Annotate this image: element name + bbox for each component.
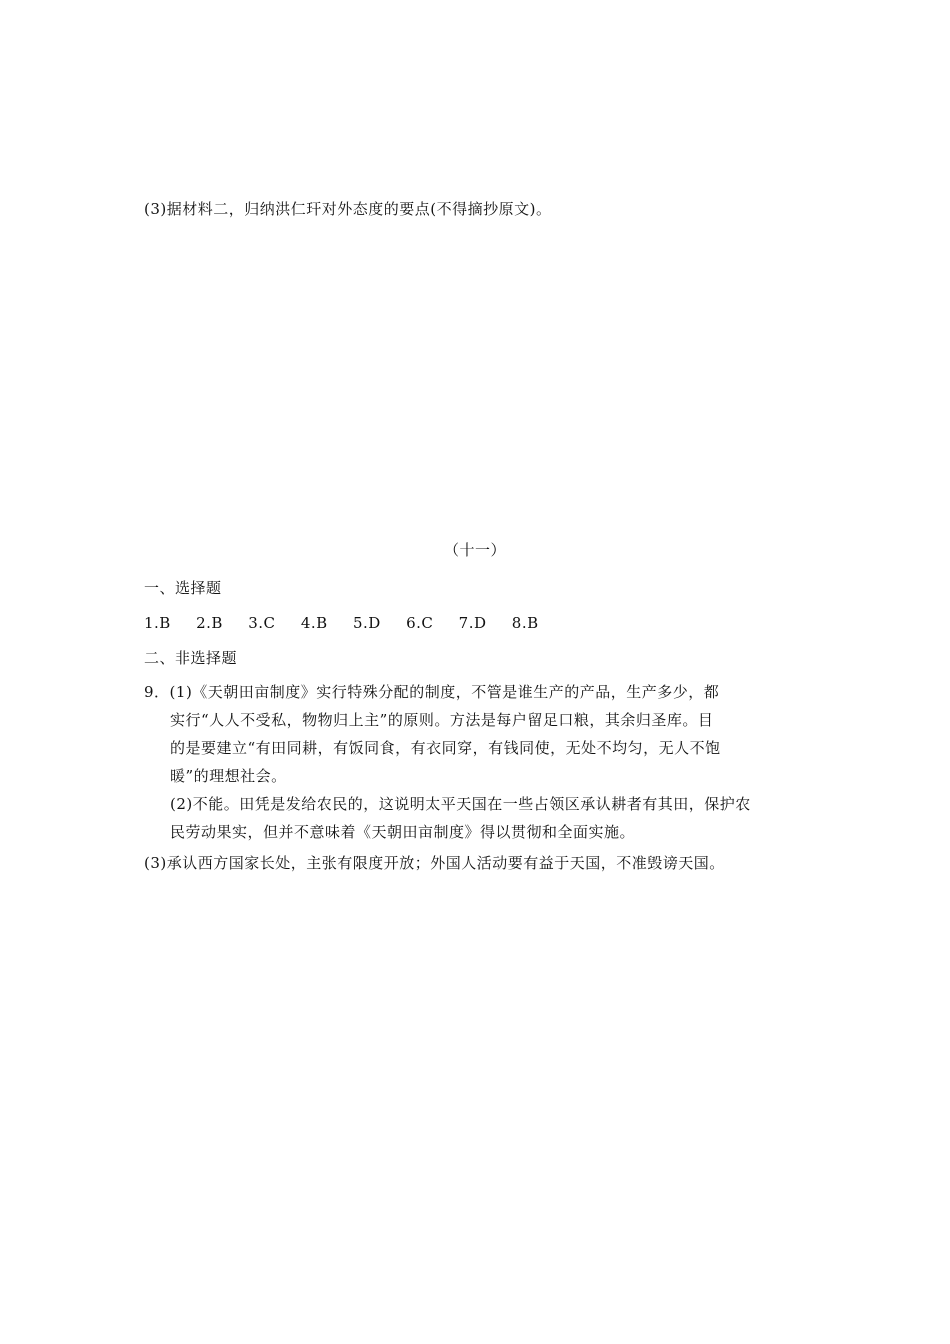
answer-9-line-5: (2)不能。田凭是发给农民的，这说明太平天国在一些占领区承认耕者有其田，保护农 [170, 795, 751, 813]
question-3-text: (3)据材料二，归纳洪仁玕对外态度的要点(不得摘抄原文)。 [144, 200, 552, 218]
answer-4: 4.B [300, 614, 328, 632]
answer-6: 6.C [406, 614, 434, 632]
answer-9-line-7: (3)承认西方国家长处，主张有限度开放；外国人活动要有益于天国，不准毁谤天国。 [144, 854, 725, 872]
answer-9-line-3: 的是要建立“有田同耕，有饭同食，有衣同穿，有钱同使，无处不均匀，无人不饱 [170, 739, 721, 757]
answer-7: 7.D [458, 614, 487, 632]
answer-3: 3.C [248, 614, 276, 632]
section-title: （十一） [443, 541, 506, 559]
answer-5: 5.D [352, 614, 381, 632]
answer-2: 2.B [196, 614, 223, 632]
answer-9-line-2: 实行“人人不受私，物物归上主”的原则。方法是每户留足口粮，其余归圣库。目 [170, 711, 714, 729]
heading-multiple-choice: 一、选择题 [144, 579, 222, 597]
answer-1: 1.B [144, 614, 171, 632]
answer-9-line-6: 民劳动果实，但并不意味着《天朝田亩制度》得以贯彻和全面实施。 [170, 823, 636, 841]
answer-8: 8.B [511, 614, 539, 632]
heading-non-multiple-choice: 二、非选择题 [144, 649, 238, 667]
multiple-choice-answers [144, 613, 559, 633]
answer-9-line-1: 9．(1)《天朝田亩制度》实行特殊分配的制度，不管是谁生产的产品，生产多少，都 [144, 683, 720, 701]
answer-9-line-4: 暖”的理想社会。 [170, 767, 287, 785]
